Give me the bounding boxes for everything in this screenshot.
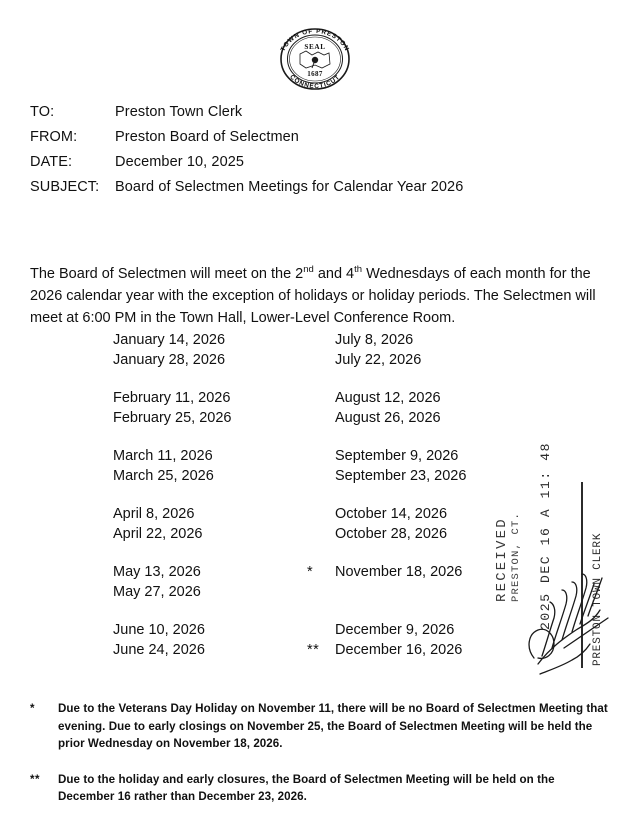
seal-year: 1687 [307,70,323,78]
memo-row-subject [30,179,590,204]
schedule-row [0,352,632,372]
schedule-group-february-august [0,390,632,429]
schedule-footnote-mark-right: * [307,564,314,580]
memo-label-from: FROM: [30,129,78,145]
schedule-date-left: April 22, 2026 [113,525,203,542]
footnote-mark: ** [30,772,41,786]
schedule-date-left: June 24, 2026 [113,641,205,658]
schedule-date-left: January 14, 2026 [113,332,226,348]
footnote-text: Due to the Veterans Day Holiday on November 11, there will be no Board of Selectmen Meeting that evening. Due to early closings on November 25, the Board of Selectmen Meeting will be held the prior Wednesday on November 18, 2026. [58,702,608,750]
seal-center-text: SEAL [304,43,326,51]
schedule-date-right: July 8, 2026 [335,332,414,348]
memo-header [30,104,590,204]
schedule-date-right: October 28, 2026 [335,525,448,542]
memo-label-to: TO: [30,104,55,120]
memo-value-to: Preston Town Clerk [115,104,243,120]
memo-row-date [30,154,590,179]
memo-value-from: Preston Board of Selectmen [115,129,299,145]
memo-row-to [30,104,590,129]
schedule-row [0,332,632,352]
schedule-date-left: April 8, 2026 [113,506,195,522]
town-seal [272,24,358,94]
schedule-date-right: October 14, 2026 [335,506,448,522]
stamp-datetime: 2025 DEC 16 A 11: 48 [538,441,553,630]
schedule-date-left: May 27, 2026 [113,583,201,600]
schedule-date-left: March 25, 2026 [113,467,214,484]
stamp-clerk-label: PRESTON TOWN CLERK [592,532,604,666]
schedule-date-right: November 18, 2026 [335,564,463,580]
seal-top-text: TOWN OF PRESTON [279,27,351,53]
footnote-double-asterisk [30,771,608,806]
schedule-date-right: December 9, 2026 [335,622,455,638]
memo-row-from [30,129,590,154]
stamp-received-label: RECEIVED [494,517,510,602]
schedule-date-right: August 12, 2026 [335,390,441,406]
memo-value-date: December 10, 2025 [115,154,245,170]
intro-part-1: The Board of Selectmen will meet on the 2 [30,265,304,282]
intro-part-2: and 4 [313,265,355,282]
intro-part-3: Wednesdays of each month for the 2026 calendar year with the exception of holidays or holiday periods. The Selectmen will meet at 6:00 PM in the Town Hall, Lower-Level Conference Room. [30,265,596,326]
received-stamp [470,441,630,690]
schedule-footnote-mark-right: ** [307,641,320,658]
schedule-date-left: February 25, 2026 [113,409,232,426]
intro-ordinal-fourth: th [354,263,363,275]
schedule-date-right: December 16, 2026 [335,641,463,658]
footnote-single-asterisk [30,700,608,753]
schedule-date-left: February 11, 2026 [113,390,231,406]
intro-paragraph [30,263,608,329]
clerk-signature [520,498,620,678]
footnotes [30,700,608,806]
schedule-date-right: September 9, 2026 [335,448,459,464]
schedule-date-right: July 22, 2026 [335,351,422,368]
memo-label-date: DATE: [30,154,73,170]
schedule-date-left: May 13, 2026 [113,564,201,580]
footnote-text: Due to the holiday and early closures, the Board of Selectmen Meeting will be held on the December 16 rather than December 23, 2026. [58,772,555,803]
intro-ordinal-second: nd [303,263,314,275]
schedule-date-left: March 11, 2026 [113,448,213,464]
schedule-row [0,390,632,410]
memo-value-subject: Board of Selectmen Meetings for Calendar Year 2026 [115,179,464,195]
schedule-date-right: August 26, 2026 [335,409,441,426]
schedule-date-right: September 23, 2026 [335,467,467,484]
seal-bottom-text: CONNECTICUT [288,73,342,91]
memo-label-subject: SUBJECT: [30,179,100,195]
schedule-row [0,410,632,430]
footnote-mark: * [30,702,36,715]
schedule-date-left: January 28, 2026 [113,351,226,368]
schedule-date-left: June 10, 2026 [113,622,205,638]
schedule-group-january-july [0,332,632,371]
stamp-city-label: PRESTON, CT. [510,511,522,602]
